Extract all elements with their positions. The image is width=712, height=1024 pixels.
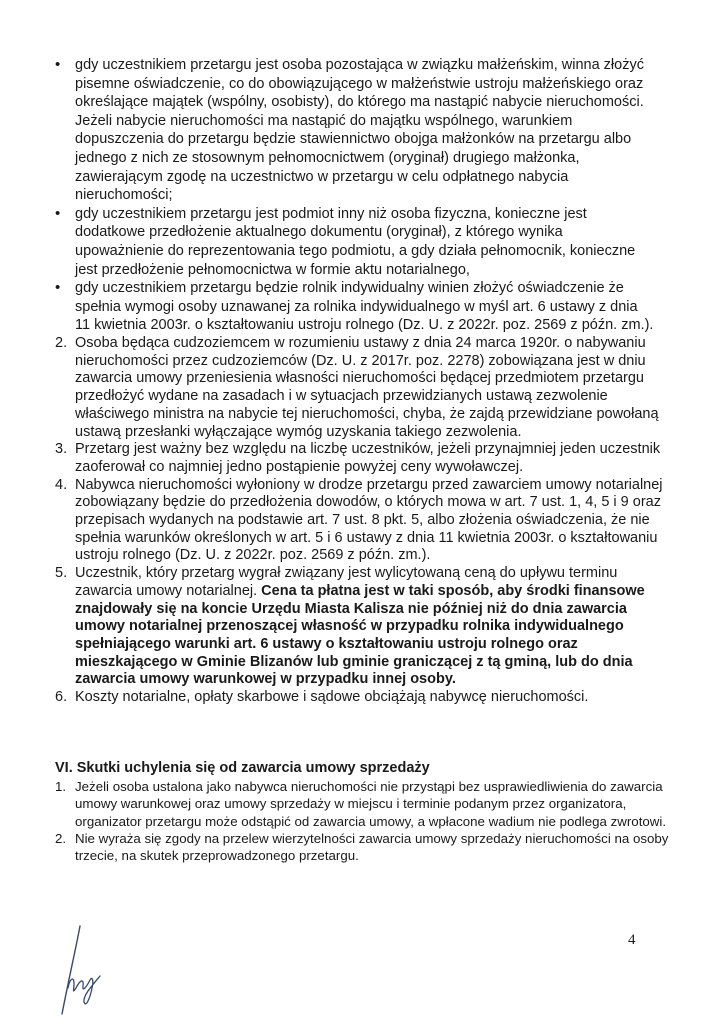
section-item (55, 830, 675, 865)
item-text: Uczestnik, który przetarg wygrał związany jest wylicytowaną ceną do upływu terminu zawarcia umowy notarialnej. (75, 565, 618, 599)
item-number: 4. (55, 476, 68, 493)
bullet-item: • gdy uczestnikiem przetargu jest podmiot inny niż osoba fizyczna, konieczne jest dodatkowe przedłożenie aktualnego dokumentu (oryginał), z którego wynika upoważnienie do reprezentowania tego podmiotu, a gdy działa pełnomocnik, konieczne jest przedłożenie pełnomocnictwa w formie aktu notarialnego, (55, 205, 655, 279)
item-number: 1. (55, 779, 67, 794)
requirements-bullet-list (55, 56, 655, 335)
page-number: 4 (628, 932, 636, 948)
section-item (55, 778, 675, 830)
item-text: Koszty notarialne, opłaty skarbowe i sądowe obciążają nabywcę nieruchomości. (75, 689, 589, 706)
numbered-item (55, 335, 670, 441)
section-heading: VI. Skutki uchylenia się od zawarcia umowy sprzedaży (55, 760, 430, 776)
numbered-item (55, 477, 670, 566)
bullet-item: • gdy uczestnikiem przetargu będzie rolnik indywidualny winien złożyć oświadczenie że spełnia wymogi osoby uznawanej za rolnika indywidualnego w myśl art. 6 ustawy z dnia 11 kwietnia 2003r. o kształtowaniu ustroju rolnego (Dz. U. z 2022r. poz. 2569 z późn. zm.). (55, 279, 655, 335)
item-number: 3. (55, 441, 68, 458)
item-number: 6. (55, 689, 68, 706)
handwritten-signature (50, 918, 130, 1018)
item-bold-text: Cena ta płatna jest w taki sposób, aby środki finansowe znajdowały się na koncie Urzędu Miasta Kalisza nie później niż do dnia zawarcia umowy notarialnej przenoszącej własność w przypadku rolnika indywidualnego spełniającego warunki art. 6 ustawy o kształtowaniu ustroju rolnego oraz mieszkającego w Gminie Blizanów lub gminie graniczącej z tą gminą, lub do dnia zawarcia umowy warunkowej w przypadku innej osoby. (75, 582, 645, 688)
item-text: Nabywca nieruchomości wyłoniony w drodze przetargu przed zawarciem umowy notarialnej zobowiązany będzie do przedłożenia dowodów, o których mowa w art. 7 ust. 1, 4, 5 i 9 oraz przepisach wydanych na podstawie art. 7 ust. 8 pkt. 5, albo złożenia oświadczenia, że nie spełnia warunków określonych w art. 5 i 6 ustawy z dnia 11 kwietnia 2003r. o kształtowaniu ustroju rolnego (Dz. U. z 2022r. poz. 2569 z późn. zm.). (75, 476, 663, 564)
section-item-list (55, 778, 675, 864)
item-number: 2. (55, 830, 67, 846)
item-text: Jeżeli osoba ustalona jako nabywca nieruchomości nie przystąpi bez usprawiedliwienia do zawarcia umowy warunkowej oraz umowy sprzedaży w miejscu i terminie podanym przez organizatora, organizator przetargu może odstąpić od zawarcia umowy, a wpłacone wadium nie podlega zwrotowi. (75, 779, 667, 829)
item-text: Przetarg jest ważny bez względu na liczbę uczestników, jeżeli przynajmniej jeden uczestnik zaoferował co najmniej jedno postąpienie powyżej ceny wywoławczej. (75, 441, 661, 475)
item-text: Nie wyraża się zgody na przelew wierzytelności zawarcia umowy sprzedaży nieruchomości na osoby trzecie, na skutek przeprowadzonego przetargu. (75, 830, 669, 864)
numbered-item (55, 441, 670, 476)
numbered-paragraph-list (55, 335, 670, 707)
item-number: 5. (55, 565, 68, 582)
numbered-item (55, 689, 670, 707)
bullet-item: • gdy uczestnikiem przetargu jest osoba pozostająca w związku małżeńskim, winna złożyć pisemne oświadczenie, co do obowiązującego w małżeństwie ustroju małżeńskiego oraz określające majątek (wspólny, osobisty), do którego ma nastąpić nabycie nieruchomości. Jeżeli nabycie nieruchomości ma nastąpić do majątku wspólnego, warunkiem dopuszczenia do przetargu będzie stawiennictwo obojga małżonków na przetargu albo jednego z nich ze stosownym pełnomocnictwem (oryginał) drugiego małżonka, zawierającym zgodę na uczestnictwo w przetargu w celu odpłatnego nabycia nieruchomości; (55, 56, 655, 205)
numbered-item (55, 565, 670, 689)
item-number: 2. (55, 335, 68, 351)
item-text: Osoba będąca cudzoziemcem w rozumieniu ustawy z dnia 24 marca 1920r. o nabywaniu nieruchomości przez cudzoziemców (Dz. U. z 2017r. poz. 2278) zobowiązana jest w dniu zawarcia umowy przeniesienia własności nieruchomości będącej przedmiotem przetargu przedłożyć wydane na zasadach i w sytuacjach przewidzianych ustawą zezwolenie właściwego ministra na nabycie tej nieruchomości, chyba, że zajdą przewidziane powołaną ustawą przesłanki wyłączające wymóg uzyskania takiego zezwolenia. (75, 335, 659, 440)
